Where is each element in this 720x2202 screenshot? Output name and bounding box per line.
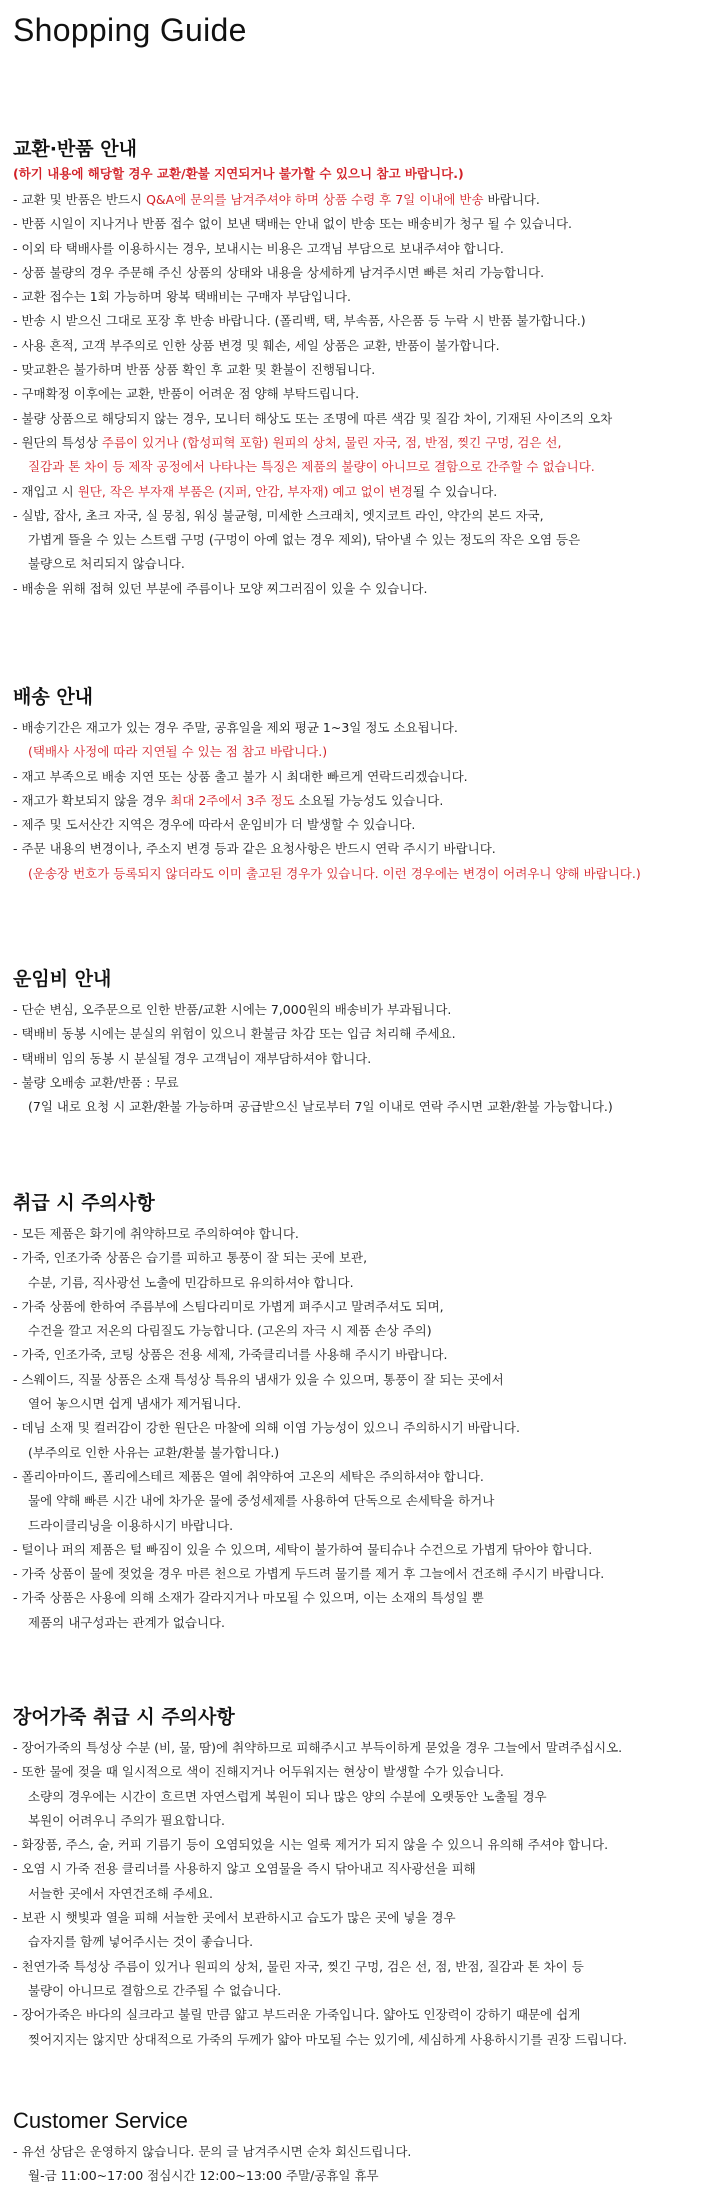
text-line (13, 504, 710, 528)
text-line (13, 1586, 710, 1610)
line-text: - 구매확정 이후에는 교환, 반품이 어려운 점 양해 부탁드립니다. (13, 386, 360, 402)
line-text: - 교환 접수는 1회 가능하며 왕복 택배비는 구매자 부담입니다. (13, 289, 352, 305)
text-line (13, 212, 710, 236)
section-title: Customer Service (13, 2108, 188, 2133)
text-line (13, 237, 710, 261)
line-text: - 이외 타 택배사를 이용하시는 경우, 보내시는 비용은 고객님 부담으로 보내주셔야 합니다. (13, 240, 504, 256)
line-text: 습자지를 함께 넣어주시는 것이 좋습니다. (28, 1934, 254, 1950)
text-line (13, 577, 710, 601)
text-line (13, 765, 710, 789)
line-text: - 장어가죽의 특성상 수분 (비, 물, 땀)에 취약하므로 피해주시고 부득이하게 묻었을 경우 그늘에서 말려주십시오. (13, 1740, 623, 1755)
line-text: - 재고가 확보되지 않을 경우 (13, 792, 171, 808)
line-text: 월-금 11:00~17:00 점심시간 12:00~13:00 주말/공휴일 휴무 (28, 2168, 379, 2184)
text-line (13, 2003, 710, 2027)
text-line (13, 1271, 710, 1295)
line-text: 소요될 가능성도 있습니다. (294, 792, 444, 808)
section-lines (13, 2140, 710, 2189)
line-text: - 원단의 특성상 (13, 434, 102, 450)
text-line (13, 1785, 710, 1809)
section-exchange-return (13, 136, 710, 601)
text-line (13, 2028, 710, 2052)
line-text: - 가죽 상품은 사용에 의해 소재가 갈라지거나 마모될 수 있으며, 이는 소재의 특성일 뿐 (13, 1590, 484, 1606)
line-text: - 천연가죽 특성상 주름이 있거나 원피의 상처, 물린 자국, 찢긴 구멍, 검은 선, 점, 반점, 질감과 톤 차이 등 (13, 1958, 584, 1974)
line-text: - 맞교환은 불가하며 반품 상품 확인 후 교환 및 환불이 진행됩니다. (13, 362, 376, 378)
text-line (13, 1222, 710, 1246)
highlight-text: (운송장 번호가 등록되지 않더라도 이미 출고된 경우가 있습니다. 이런 경우에는 변경이 어려우니 양해 바랍니다.) (28, 865, 641, 881)
text-line (13, 1562, 710, 1586)
line-text: 소량의 경우에는 시간이 흐르면 자연스럽게 복원이 되나 많은 양의 수분에 오랫동안 노출될 경우 (28, 1788, 547, 1804)
line-text: - 모든 제품은 화기에 취약하므로 주의하여야 합니다. (13, 1226, 299, 1241)
line-text: - 털이나 퍼의 제품은 털 빠짐이 있을 수 있으며, 세탁이 불가하여 물티슈나 수건으로 가볍게 닦아야 합니다. (13, 1541, 593, 1557)
text-line (13, 358, 710, 382)
text-line (13, 1538, 710, 1562)
highlight-text: (택배사 사정에 따라 지연될 수 있는 점 참고 바랍니다.) (28, 744, 328, 760)
line-text: - 택배비 임의 동봉 시 분실될 경우 고객님이 재부담하셔야 합니다. (13, 1050, 372, 1066)
line-text: 서늘한 곳에서 자연건조해 주세요. (28, 1885, 213, 1901)
line-text: - 보관 시 햇빛과 열을 피해 서늘한 곳에서 보관하시고 습도가 많은 곳에 넣을 경우 (13, 1910, 456, 1926)
line-text: - 가죽 상품이 물에 젖었을 경우 마른 천으로 가볍게 두드려 물기를 제거 후 그늘에서 건조해 주시기 바랍니다. (13, 1566, 605, 1582)
text-line (13, 1416, 710, 1440)
highlight-text: Q&A에 문의를 남겨주셔야 하며 상품 수령 후 7일 이내에 반송 (146, 192, 484, 207)
text-line (13, 1955, 710, 1979)
line-text: (부주의로 인한 사유는 교환/환불 불가합니다.) (28, 1444, 280, 1460)
line-text: - 배송기간은 재고가 있는 경우 주말, 공휴일을 제외 평균 1~3일 정도 소요됩니다. (13, 720, 458, 735)
line-text: 수건을 깔고 저온의 다림질도 가능합니다. (고온의 자극 시 제품 손상 주의) (28, 1323, 432, 1339)
text-line (13, 552, 710, 576)
text-line (13, 716, 710, 740)
line-text: 열어 놓으시면 쉽게 냄새가 제거됩니다. (28, 1396, 242, 1412)
section-handling-cautions (13, 1190, 710, 1635)
line-text: - 재고 부족으로 배송 지연 또는 상품 출고 불가 시 최대한 빠르게 연락드리겠습니다. (13, 768, 468, 784)
text-line (13, 862, 710, 886)
line-text: (7일 내로 요청 시 교환/환불 가능하며 공급받으신 날로부터 7일 이내로 연락 주시면 교환/환불 가능합니다.) (28, 1099, 613, 1115)
text-line (13, 1343, 710, 1367)
text-line (13, 1882, 710, 1906)
section-note: (하기 내용에 해당할 경우 교환/환불 지연되거나 불가할 수 있으니 참고 바랍니다.) (13, 166, 464, 181)
text-line (13, 261, 710, 285)
text-line (13, 1319, 710, 1343)
line-text: - 스웨이드, 직물 상품은 소재 특성상 특유의 냄새가 있을 수 있으며, 통풍이 잘 되는 곳에서 (13, 1371, 504, 1387)
text-line (13, 1022, 710, 1046)
line-text: 불량이 아니므로 결함으로 간주될 수 없습니다. (28, 1982, 282, 1998)
line-text: - 유선 상담은 운영하지 않습니다. 문의 글 남겨주시면 순차 회신드립니다. (13, 2144, 412, 2159)
text-line (13, 998, 710, 1022)
line-text: 제품의 내구성과는 관계가 없습니다. (28, 1614, 226, 1630)
line-text: - 주문 내용의 변경이나, 주소지 변경 등과 같은 요청사항은 반드시 연락 주시기 바랍니다. (13, 841, 496, 857)
text-line (13, 407, 710, 431)
section-lines (13, 1222, 710, 1635)
line-text: - 택배비 동봉 시에는 분실의 위험이 있으니 환불금 차감 또는 입금 처리해 주세요. (13, 1026, 456, 1042)
text-line (13, 1441, 710, 1465)
text-line (13, 1368, 710, 1392)
section-shipping (13, 684, 710, 886)
line-text: - 불량 상품으로 해당되지 않는 경우, 모니터 해상도 또는 조명에 따른 색감 및 질감 차이, 기재된 사이즈의 오차 (13, 410, 613, 426)
line-text: - 오염 시 가죽 전용 클리너를 사용하지 않고 오염물을 즉시 닦아내고 직사광선을 피해 (13, 1861, 476, 1877)
text-line (13, 1246, 710, 1270)
line-text: - 실밥, 잡사, 초크 자국, 실 뭉침, 워싱 불균형, 미세한 스크래치, 엣지코트 라인, 약간의 본드 자국, (13, 507, 544, 523)
line-text: - 또한 물에 젖을 때 일시적으로 색이 진해지거나 어두워지는 현상이 발생할 수가 있습니다. (13, 1764, 504, 1780)
section-lines (13, 998, 710, 1119)
line-text: - 화장품, 주스, 술, 커피 기름기 등이 오염되었을 시는 얼룩 제거가 되지 않을 수 있으니 유의해 주셔야 합니다. (13, 1837, 609, 1853)
section-lines (13, 188, 710, 601)
line-text: 바랍니다. (483, 192, 540, 207)
text-line (13, 2164, 710, 2188)
text-line (13, 1095, 710, 1119)
text-line (13, 1979, 710, 2003)
text-line (13, 1514, 710, 1538)
line-text: - 교환 및 반품은 반드시 (13, 192, 147, 207)
text-line (13, 2140, 710, 2164)
section-customer-service (13, 2108, 710, 2189)
line-text: - 단순 변심, 오주문으로 인한 반품/교환 시에는 7,000원의 배송비가 부과됩니다. (13, 1002, 452, 1017)
line-text: - 반송 시 받으신 그대로 포장 후 반송 바랍니다. (폴리백, 택, 부속품, 사은품 등 누락 시 반품 불가합니다.) (13, 313, 586, 329)
page-title: Shopping Guide (13, 12, 247, 48)
line-text: - 데님 소재 및 컬러감이 강한 원단은 마찰에 의해 이염 가능성이 있으니 주의하시기 바랍니다. (13, 1420, 520, 1436)
highlight-text: 원단, 작은 부자재 부품은 (지퍼, 안감, 부자재) 예고 없이 변경 (77, 483, 413, 499)
section-title: 운임비 안내 (13, 968, 112, 990)
line-text: 드라이클리닝을 이용하시기 바랍니다. (28, 1517, 234, 1533)
text-line (13, 813, 710, 837)
section-eel-leather-cautions (13, 1704, 710, 2052)
text-line (13, 1071, 710, 1095)
text-line (13, 1392, 710, 1416)
line-text: 불량으로 처리되지 않습니다. (28, 556, 185, 572)
text-line (13, 789, 710, 813)
text-line (13, 1465, 710, 1489)
text-line (13, 1611, 710, 1635)
text-line (13, 382, 710, 406)
line-text: - 폴리아마이드, 폴리에스테르 제품은 열에 취약하여 고온의 세탁은 주의하셔야 합니다. (13, 1468, 484, 1484)
line-text: 복원이 어려우니 주의가 필요합니다. (28, 1812, 226, 1828)
line-text: 물에 약해 빠른 시간 내에 차가운 물에 중성세제를 사용하여 단독으로 손세탁을 하거나 (28, 1493, 495, 1509)
text-line (13, 837, 710, 861)
section-title: 교환·반품 안내 (13, 138, 137, 160)
line-text: - 사용 흔적, 고객 부주의로 인한 상품 변경 및 훼손, 세일 상품은 교환, 반품이 불가합니다. (13, 337, 500, 353)
line-text: 가볍게 뜰을 수 있는 스트랩 구멍 (구멍이 아예 없는 경우 제외), 닦아낼 수 있는 정도의 작은 오염 등은 (28, 532, 581, 548)
text-line (13, 740, 710, 764)
highlight-text: 질감과 톤 차이 등 제작 공정에서 나타나는 특징은 제품의 불량이 아니므로 결함으로 간주할 수 없습니다. (28, 459, 595, 475)
highlight-text: 최대 2주에서 3주 정도 (170, 792, 295, 808)
section-lines (13, 716, 710, 886)
text-line (13, 1857, 710, 1881)
text-line (13, 528, 710, 552)
text-line (13, 1906, 710, 1930)
line-text: - 가죽 상품에 한하여 주름부에 스팀다리미로 가볍게 펴주시고 말려주셔도 되며, (13, 1298, 444, 1314)
text-line (13, 334, 710, 358)
text-line (13, 1736, 710, 1760)
section-title: 취급 시 주의사항 (13, 1192, 155, 1214)
text-line (13, 1047, 710, 1071)
line-text: - 반품 시일이 지나거나 반품 접수 없이 보낸 택배는 안내 없이 반송 또는 배송비가 청구 될 수 있습니다. (13, 216, 573, 232)
text-line (13, 1760, 710, 1784)
highlight-text: 주름이 있거나 (합성피혁 포함) 원피의 상처, 물린 자국, 점, 반점, 찢긴 구멍, 검은 선, (101, 434, 562, 450)
text-line (13, 431, 710, 455)
line-text: - 상품 불량의 경우 주문해 주신 상품의 상태와 내용을 상세하게 남겨주시면 빠른 처리 가능합니다. (13, 264, 545, 280)
line-text: 될 수 있습니다. (412, 483, 498, 499)
line-text: 찢어지지는 않지만 상대적으로 가죽의 두께가 얇아 마모될 수는 있기에, 세심하게 사용하시기를 권장 드립니다. (28, 2031, 628, 2047)
section-title: 배송 안내 (13, 686, 94, 708)
line-text: - 재입고 시 (13, 483, 78, 499)
text-line (13, 480, 710, 504)
line-text: - 배송을 위해 접혀 있던 부분에 주름이나 모양 찌그러짐이 있을 수 있습니다. (13, 580, 428, 596)
text-line (13, 455, 710, 479)
text-line (13, 1295, 710, 1319)
line-text: 수분, 기름, 직사광선 노출에 민감하므로 유의하셔야 합니다. (28, 1274, 354, 1290)
section-title: 장어가죽 취급 시 주의사항 (13, 1706, 235, 1728)
line-text: - 가죽, 인조가죽, 코팅 상품은 전용 세제, 가죽클리너를 사용해 주시기 바랍니다. (13, 1347, 448, 1363)
section-lines (13, 1736, 710, 2052)
line-text: - 제주 및 도서산간 지역은 경우에 따라서 운임비가 더 발생할 수 있습니다. (13, 817, 416, 833)
text-line (13, 1833, 710, 1857)
text-line (13, 1489, 710, 1513)
text-line (13, 1930, 710, 1954)
line-text: - 장어가죽은 바다의 실크라고 불릴 만큼 얇고 부드러운 가죽입니다. 얇아도 인장력이 강하기 때문에 쉽게 (13, 2007, 581, 2023)
section-shipping-fee (13, 966, 710, 1119)
text-line (13, 188, 710, 212)
line-text: - 가죽, 인조가죽 상품은 습기를 피하고 통풍이 잘 되는 곳에 보관, (13, 1250, 368, 1266)
text-line (13, 309, 710, 333)
text-line (13, 1809, 710, 1833)
text-line (13, 285, 710, 309)
line-text: - 불량 오배송 교환/반품 : 무료 (13, 1074, 179, 1090)
